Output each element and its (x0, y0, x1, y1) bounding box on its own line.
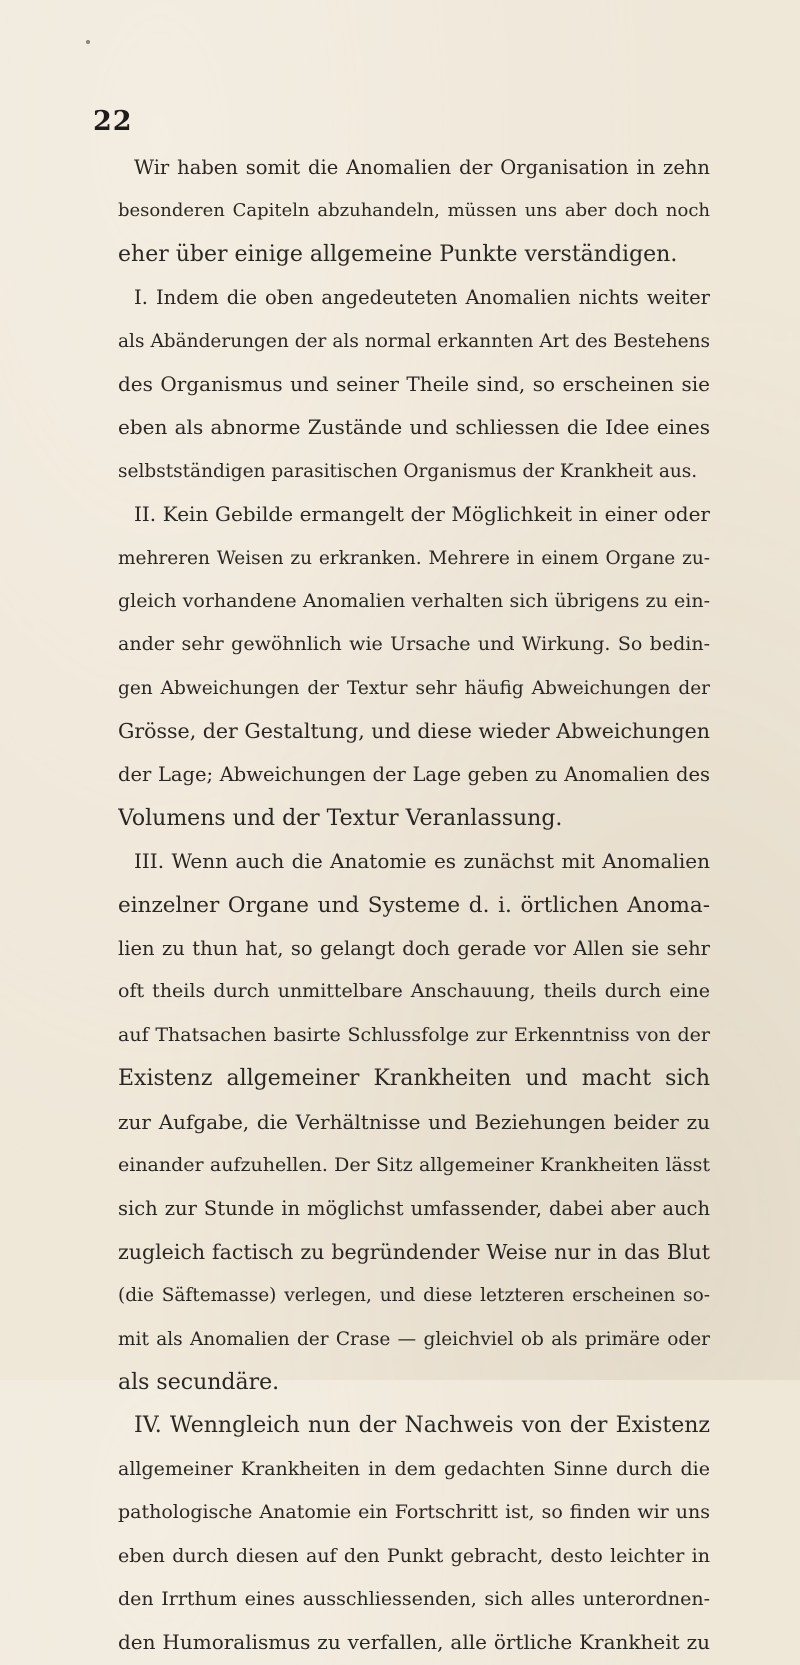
text-line: Existenz allgemeiner Krankheiten und macht sich (118, 1066, 710, 1092)
text-line: mehreren Weisen zu erkranken. Mehrere in einem Organe zu- (118, 547, 710, 569)
text-line: IV. Wenngleich nun der Nachweis von der Existenz (134, 1413, 710, 1439)
text-line: den Irrthum eines ausschliessenden, sich alles unterordnen- (118, 1587, 710, 1610)
text-line: gen Abweichungen der Textur sehr häufig Abweichungen der (118, 677, 710, 699)
text-line: auf Thatsachen basirte Schlussfolge zur Erkenntniss von der (118, 1023, 710, 1046)
text-line: den Humoralismus zu verfallen, alle örtliche Krankheit zu (118, 1630, 710, 1655)
text-line: selbstständigen parasitischen Organismus der Krankheit aus. (118, 460, 698, 482)
text-line: Volumens und der Textur Veranlassung. (118, 805, 563, 831)
text-line: pathologische Anatomie ein Fortschritt ist, so finden wir uns (118, 1501, 710, 1524)
text-line: Wir haben somit die Anomalien der Organisation in zehn (134, 156, 710, 179)
text-line: oft theils durch unmittelbare Anschauung, theils durch eine (118, 980, 710, 1003)
text-line: zur Aufgabe, die Verhältnisse und Beziehungen beider zu (118, 1109, 710, 1134)
page-number: 22 (93, 106, 133, 137)
text-line: gleich vorhandene Anomalien verhalten sich übrigens zu ein- (118, 589, 710, 612)
body-text (118, 146, 710, 1665)
paper-speck (86, 40, 90, 44)
text-line: III. Wenn auch die Anatomie es zunächst mit Anomalien (134, 849, 710, 874)
text-line: des Organismus und seiner Theile sind, so erscheinen sie (118, 371, 710, 396)
text-line: eben als abnorme Zustände und schliessen die Idee eines (118, 415, 710, 440)
text-line: einander aufzuhellen. Der Sitz allgemeiner Krankheiten lässt (118, 1153, 710, 1176)
text-line: allgemeiner Krankheiten in dem gedachten Sinne durch die (118, 1457, 710, 1480)
text-line: sich zur Stunde in möglichst umfassender, dabei aber auch (118, 1197, 710, 1221)
text-line: Grösse, der Gestaltung, und diese wieder Abweichungen (118, 719, 710, 744)
text-line: mit als Anomalien der Crase — gleichviel ob als primäre oder (118, 1328, 710, 1350)
text-line: I. Indem die oben angedeuteten Anomalien nichts weiter (134, 286, 710, 310)
text-line: lien zu thun hat, so gelangt doch gerade vor Allen sie sehr (118, 937, 710, 961)
text-line: zugleich factisch zu begründender Weise nur in das Blut (118, 1239, 710, 1264)
text-line: II. Kein Gebilde ermangelt der Möglichkeit in einer oder (134, 502, 710, 527)
text-line: eben durch diesen auf den Punkt gebracht, desto leichter in (118, 1544, 710, 1567)
text-line: einzelner Organe und Systeme d. i. örtlichen Anoma- (118, 892, 710, 918)
text-line: eher über einige allgemeine Punkte verständigen. (118, 241, 678, 267)
text-line: (die Säftemasse) verlegen, und diese letzteren erscheinen so- (118, 1285, 710, 1307)
text-line: ander sehr gewöhnlich wie Ursache und Wirkung. So bedin- (118, 633, 710, 656)
text-line: als Abänderungen der als normal erkannten Art des Bestehens (118, 330, 710, 352)
text-line: als secundäre. (118, 1369, 280, 1395)
text-line: der Lage; Abweichungen der Lage geben zu Anomalien des (118, 763, 710, 787)
text-line: besonderen Capiteln abzuhandeln, müssen uns aber doch noch (118, 200, 710, 222)
